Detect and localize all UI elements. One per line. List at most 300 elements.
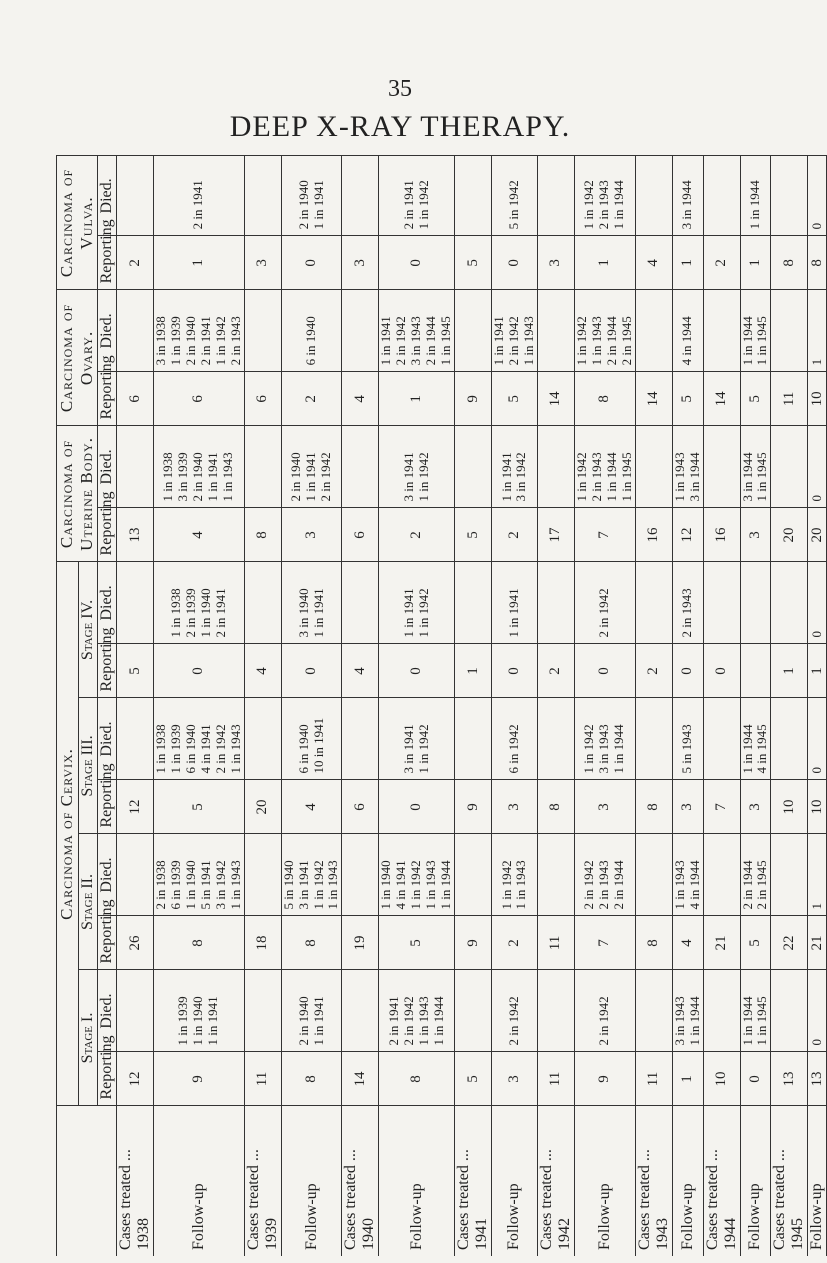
- died-entry: 1 in 1945: [754, 996, 770, 1046]
- died-entry: 1 in 1942: [415, 180, 431, 230]
- died-header: Died.: [98, 562, 117, 644]
- died-cell: [672, 426, 703, 508]
- died-cell: [342, 290, 379, 372]
- reporting-value: 5: [740, 916, 771, 970]
- reporting-value: 1: [740, 236, 771, 290]
- died-entry: 1 in 1942: [498, 860, 514, 910]
- died-cell: [635, 562, 672, 644]
- reporting-value: 8: [771, 236, 808, 290]
- reporting-value: 10: [703, 1052, 740, 1106]
- died-entry: 1 in 1940: [378, 860, 394, 910]
- died-cell: [703, 290, 740, 372]
- died-entry: 2 in 1944: [603, 316, 619, 366]
- died-entry: 1 in 1943: [588, 316, 604, 366]
- died-cell: [244, 970, 281, 1052]
- died-cell: [342, 698, 379, 780]
- died-cell: [117, 290, 154, 372]
- reporting-value: 1: [672, 1052, 703, 1106]
- died-entry: 1 in 1938: [153, 724, 168, 774]
- table-row: [117, 156, 154, 1256]
- reporting-value: 14: [342, 1052, 379, 1106]
- table-row: [244, 156, 281, 1256]
- reporting-value: 5: [455, 236, 492, 290]
- died-cell: [771, 562, 808, 644]
- reporting-value: 11: [771, 372, 808, 426]
- reporting-value: 4: [281, 780, 342, 834]
- died-cell: [635, 426, 672, 508]
- died-cell: [455, 698, 492, 780]
- died-cell: [379, 698, 455, 780]
- reporting-value: 12: [117, 1052, 154, 1106]
- died-cell: [492, 562, 538, 644]
- reporting-value: 0: [672, 644, 703, 698]
- died-entry: 1: [808, 358, 824, 366]
- died-entry: 3 in 1943: [596, 724, 612, 774]
- died-cell: [379, 156, 455, 236]
- died-entry: 1 in 1941: [498, 452, 514, 502]
- row-year: 1945: [789, 1218, 807, 1250]
- died-cell: [281, 562, 342, 644]
- died-entry: 1 in 1942: [415, 588, 431, 638]
- table-row: [342, 156, 379, 1256]
- died-cell: [808, 156, 827, 236]
- died-cell: [808, 698, 827, 780]
- reporting-header: Reporting: [98, 780, 117, 834]
- died-entry: 2 in 1943: [227, 316, 243, 366]
- reporting-value: 19: [342, 916, 379, 970]
- reporting-value: 18: [244, 916, 281, 970]
- died-entry: 1 in 1940: [182, 860, 198, 910]
- reporting-value: 2: [117, 236, 154, 290]
- died-cell: [808, 834, 827, 916]
- row-label: [771, 1106, 808, 1256]
- died-cell: [117, 698, 154, 780]
- died-cell: [455, 562, 492, 644]
- died-cell: [281, 426, 342, 508]
- died-cell: [244, 834, 281, 916]
- died-cell: [703, 156, 740, 236]
- died-entry: 2 in 1942: [393, 316, 409, 366]
- died-cell: [455, 290, 492, 372]
- died-cell: [379, 290, 455, 372]
- row-label: [455, 1106, 492, 1256]
- died-entry: 4 in 1944: [686, 860, 702, 910]
- row-label-text: Follow-up: [189, 1183, 207, 1250]
- reporting-value: 9: [154, 1052, 245, 1106]
- reporting-value: 14: [635, 372, 672, 426]
- reporting-value: 5: [672, 372, 703, 426]
- reporting-value: 2: [537, 644, 574, 698]
- died-entry: 2 in 1942: [506, 996, 521, 1046]
- stage-2-header: Stage II.: [78, 834, 97, 970]
- reporting-value: 0: [492, 236, 538, 290]
- uterine-header: Carcinoma of Uterine Body.: [57, 426, 98, 562]
- died-cell: [574, 156, 635, 236]
- row-label: [117, 1106, 154, 1256]
- reporting-value: 11: [244, 1052, 281, 1106]
- reporting-value: 12: [117, 780, 154, 834]
- died-cell: [574, 426, 635, 508]
- died-entry: 0: [808, 222, 824, 230]
- died-entry: 5 in 1941: [197, 860, 213, 910]
- died-cell: [455, 834, 492, 916]
- died-entry: 1 in 1944: [430, 996, 446, 1046]
- subheader-row: [98, 156, 117, 1256]
- table-row: [672, 156, 703, 1256]
- reporting-value: 1: [808, 644, 827, 698]
- died-entry: 2 in 1942: [596, 996, 612, 1046]
- reporting-value: 7: [703, 780, 740, 834]
- died-cell: [117, 426, 154, 508]
- reporting-value: 8: [808, 236, 827, 290]
- reporting-value: 0: [281, 236, 342, 290]
- reporting-value: 0: [574, 644, 635, 698]
- died-entry: 2 in 1939: [182, 588, 198, 638]
- died-cell: [672, 698, 703, 780]
- stage-3-header: Stage III.: [78, 698, 97, 834]
- reporting-value: 0: [154, 644, 245, 698]
- row-label-text: Cases treated ...: [771, 1149, 789, 1250]
- reporting-value: 10: [808, 780, 827, 834]
- died-entry: 1 in 1939: [175, 996, 191, 1046]
- died-entry: 1 in 1940: [190, 996, 206, 1046]
- died-cell: [154, 290, 245, 372]
- reporting-value: 0: [379, 780, 455, 834]
- row-label: [740, 1106, 771, 1256]
- died-entry: 10 in 1941: [310, 717, 326, 774]
- died-cell: [771, 156, 808, 236]
- died-cell: [672, 156, 703, 236]
- died-entry: 1 in 1938: [160, 452, 176, 502]
- row-label-text: Cases treated ...: [703, 1149, 721, 1250]
- reporting-value: 9: [455, 780, 492, 834]
- reporting-value: 8: [154, 916, 245, 970]
- died-entry: 3 in 1941: [400, 452, 416, 502]
- died-entry: 1 in 1943: [513, 860, 529, 910]
- ovary-header: Carcinoma of Ovary.: [57, 290, 98, 426]
- reporting-value: 5: [492, 372, 538, 426]
- died-entry: 2 in 1940: [295, 996, 311, 1046]
- died-cell: [244, 290, 281, 372]
- reporting-value: 21: [808, 916, 827, 970]
- died-entry: 2 in 1945: [754, 860, 770, 910]
- row-label-text: Cases treated ...: [244, 1149, 262, 1250]
- died-cell: [492, 698, 538, 780]
- died-entry: 2 in 1942: [596, 588, 612, 638]
- row-label: [635, 1106, 672, 1256]
- reporting-value: 4: [635, 236, 672, 290]
- row-label: [574, 1106, 635, 1256]
- died-cell: [574, 698, 635, 780]
- died-cell: [537, 834, 574, 916]
- row-label: [154, 1106, 245, 1256]
- reporting-value: 14: [703, 372, 740, 426]
- died-cell: [537, 970, 574, 1052]
- died-entry: 1 in 1941: [310, 996, 326, 1046]
- table-row: [635, 156, 672, 1256]
- reporting-value: 14: [537, 372, 574, 426]
- died-entry: 0: [808, 767, 824, 774]
- table-row: [703, 156, 740, 1256]
- vulva-header: Carcinoma of Vulva.: [57, 156, 98, 290]
- row-label-text: Follow-up: [678, 1183, 696, 1250]
- reporting-value: 1: [455, 644, 492, 698]
- died-cell: [740, 290, 771, 372]
- reporting-value: 1: [379, 372, 455, 426]
- reporting-value: 6: [117, 372, 154, 426]
- died-cell: [635, 698, 672, 780]
- reporting-header: Reporting: [98, 236, 117, 290]
- died-cell: [281, 834, 342, 916]
- died-entry: 1 in 1941: [205, 452, 221, 502]
- row-year: 1942: [555, 1218, 573, 1250]
- died-cell: [281, 698, 342, 780]
- died-entry: 6 in 1940: [182, 724, 198, 774]
- died-entry: 2 in 1944: [423, 316, 439, 366]
- reporting-value: 4: [154, 508, 245, 562]
- died-entry: 2 in 1938: [153, 860, 168, 910]
- died-cell: [244, 426, 281, 508]
- row-label-text: Follow-up: [505, 1183, 523, 1250]
- died-header: Died.: [98, 970, 117, 1052]
- cervix-group-header: Carcinoma of Cervix.: [57, 562, 79, 1106]
- reporting-value: 4: [342, 644, 379, 698]
- reporting-value: 10: [771, 780, 808, 834]
- died-cell: [635, 156, 672, 236]
- died-cell: [771, 426, 808, 508]
- reporting-value: 17: [537, 508, 574, 562]
- died-header: Died.: [98, 290, 117, 372]
- reporting-value: 2: [635, 644, 672, 698]
- reporting-value: 22: [771, 916, 808, 970]
- died-cell: [379, 562, 455, 644]
- died-cell: [574, 970, 635, 1052]
- died-entry: 1 in 1943: [227, 860, 243, 910]
- died-entry: 2 in 1940: [190, 452, 206, 502]
- died-cell: [342, 426, 379, 508]
- reporting-value: 16: [635, 508, 672, 562]
- died-entry: 2 in 1942: [317, 452, 333, 502]
- died-entry: 3 in 1943: [408, 316, 424, 366]
- died-cell: [672, 562, 703, 644]
- reporting-value: 8: [379, 1052, 455, 1106]
- died-header: Died.: [98, 834, 117, 916]
- row-label: [492, 1106, 538, 1256]
- died-entry: 1 in 1944: [438, 860, 454, 910]
- reporting-value: 11: [537, 1052, 574, 1106]
- reporting-header: Reporting: [98, 372, 117, 426]
- table-row: [537, 156, 574, 1256]
- died-entry: 2 in 1941: [385, 996, 401, 1046]
- row-label: [379, 1106, 455, 1256]
- died-entry: 0: [808, 494, 824, 502]
- row-label-text: Follow-up: [595, 1183, 613, 1250]
- died-cell: [672, 834, 703, 916]
- died-entry: 1 in 1943: [227, 724, 243, 774]
- died-cell: [492, 970, 538, 1052]
- died-entry: 1 in 1942: [573, 452, 589, 502]
- died-entry: 6 in 1940: [295, 724, 311, 774]
- died-cell: [379, 426, 455, 508]
- died-cell: [635, 970, 672, 1052]
- died-cell: [703, 970, 740, 1052]
- died-entry: 1 in 1942: [415, 724, 431, 774]
- died-cell: [154, 426, 245, 508]
- reporting-value: 20: [771, 508, 808, 562]
- died-entry: 1 in 1942: [581, 180, 597, 230]
- died-cell: [635, 834, 672, 916]
- died-entry: 1 in 1944: [603, 452, 619, 502]
- died-entry: 4 in 1941: [197, 724, 213, 774]
- died-cell: [574, 290, 635, 372]
- reporting-value: 3: [537, 236, 574, 290]
- reporting-value: 2: [492, 508, 538, 562]
- row-label-text: Follow-up: [407, 1183, 425, 1250]
- table-row: [281, 156, 342, 1256]
- died-entry: 1 in 1939: [167, 724, 183, 774]
- died-cell: [635, 290, 672, 372]
- table-row: [492, 156, 538, 1256]
- died-cell: [740, 834, 771, 916]
- died-entry: 1 in 1938: [167, 588, 183, 638]
- reporting-value: 13: [117, 508, 154, 562]
- reporting-value: 0: [492, 644, 538, 698]
- row-year: 1939: [262, 1218, 280, 1250]
- died-entry: 1 in 1945: [754, 316, 770, 366]
- died-entry: 2 in 1941: [212, 588, 228, 638]
- reporting-value: 8: [574, 372, 635, 426]
- table-row: [379, 156, 455, 1256]
- died-cell: [537, 426, 574, 508]
- died-entry: 1 in 1944: [746, 180, 762, 230]
- died-cell: [117, 156, 154, 236]
- died-cell: [154, 562, 245, 644]
- reporting-value: 9: [455, 372, 492, 426]
- row-label-text: Follow-up: [302, 1183, 320, 1250]
- results-table: [56, 155, 827, 1256]
- died-entry: 1 in 1943: [325, 860, 341, 910]
- died-entry: 5 in 1942: [506, 180, 521, 230]
- reporting-value: 5: [379, 916, 455, 970]
- died-cell: [455, 970, 492, 1052]
- died-entry: 1 in 1945: [754, 452, 770, 502]
- died-cell: [703, 426, 740, 508]
- died-entry: 1 in 1943: [671, 452, 687, 502]
- died-header: Died.: [98, 698, 117, 780]
- died-cell: [342, 156, 379, 236]
- died-entry: 4 in 1944: [679, 316, 695, 366]
- reporting-value: 2: [379, 508, 455, 562]
- died-cell: [808, 426, 827, 508]
- died-entry: 1 in 1942: [573, 316, 589, 366]
- died-entry: 3 in 1940: [295, 588, 311, 638]
- died-cell: [342, 834, 379, 916]
- reporting-value: 4: [672, 916, 703, 970]
- table-row: [574, 156, 635, 1256]
- died-entry: 3 in 1938: [153, 316, 168, 366]
- died-cell: [672, 970, 703, 1052]
- reporting-value: 1: [672, 236, 703, 290]
- reporting-value: 10: [808, 372, 827, 426]
- reporting-value: 5: [455, 508, 492, 562]
- died-cell: [740, 562, 771, 644]
- died-cell: [537, 290, 574, 372]
- reporting-header: Reporting: [98, 1052, 117, 1106]
- reporting-value: 12: [672, 508, 703, 562]
- died-cell: [492, 290, 538, 372]
- died-header: Died.: [98, 156, 117, 236]
- reporting-value: 2: [703, 236, 740, 290]
- died-entry: 2 in 1943: [679, 588, 695, 638]
- reporting-value: 6: [154, 372, 245, 426]
- died-entry: 2 in 1942: [506, 316, 521, 366]
- row-year: 1938: [135, 1218, 152, 1250]
- row-label: [703, 1106, 740, 1256]
- reporting-value: 3: [672, 780, 703, 834]
- reporting-value: 13: [808, 1052, 827, 1106]
- died-entry: 1 in 1943: [220, 452, 236, 502]
- died-entry: 2 in 1942: [400, 996, 416, 1046]
- died-entry: 2 in 1944: [739, 860, 755, 910]
- died-entry: 1 in 1945: [618, 452, 634, 502]
- reporting-value: 2: [281, 372, 342, 426]
- died-entry: 6 in 1940: [303, 316, 319, 366]
- died-cell: [771, 834, 808, 916]
- died-entry: 1 in 1943: [520, 316, 536, 366]
- died-cell: [740, 698, 771, 780]
- table-row: [154, 156, 245, 1256]
- died-entry: 1 in 1943: [415, 996, 431, 1046]
- died-entry: 1 in 1942: [408, 860, 424, 910]
- died-entry: 2 in 1941: [190, 180, 206, 230]
- reporting-value: 2: [492, 916, 538, 970]
- died-entry: 1 in 1941: [310, 180, 326, 230]
- reporting-value: 9: [574, 1052, 635, 1106]
- died-cell: [672, 290, 703, 372]
- row-label-text: Cases treated ...: [635, 1149, 653, 1250]
- died-entry: 2 in 1943: [596, 860, 612, 910]
- reporting-value: 8: [635, 916, 672, 970]
- died-entry: 1 in 1944: [611, 724, 627, 774]
- row-label: [342, 1106, 379, 1256]
- stage-1-header: Stage I.: [78, 970, 97, 1106]
- died-cell: [537, 562, 574, 644]
- died-entry: 1: [808, 903, 824, 910]
- died-entry: 2 in 1945: [618, 316, 634, 366]
- reporting-value: [740, 644, 771, 698]
- died-entry: 1 in 1942: [581, 724, 597, 774]
- died-entry: 5 in 1943: [679, 724, 695, 774]
- reporting-value: 16: [703, 508, 740, 562]
- reporting-value: 0: [379, 236, 455, 290]
- died-entry: 3 in 1944: [679, 180, 695, 230]
- died-entry: 1 in 1941: [491, 316, 507, 366]
- reporting-value: 8: [537, 780, 574, 834]
- row-year: 1940: [360, 1218, 378, 1250]
- died-cell: [154, 970, 245, 1052]
- died-entry: 6 in 1942: [506, 724, 521, 774]
- died-cell: [574, 834, 635, 916]
- died-cell: [154, 834, 245, 916]
- row-label: [672, 1106, 703, 1256]
- died-cell: [808, 290, 827, 372]
- reporting-value: 0: [703, 644, 740, 698]
- died-cell: [244, 156, 281, 236]
- row-label-text: Follow-up: [746, 1183, 764, 1250]
- table-row: [740, 156, 771, 1256]
- reporting-value: 3: [492, 780, 538, 834]
- died-entry: 0: [808, 1039, 824, 1046]
